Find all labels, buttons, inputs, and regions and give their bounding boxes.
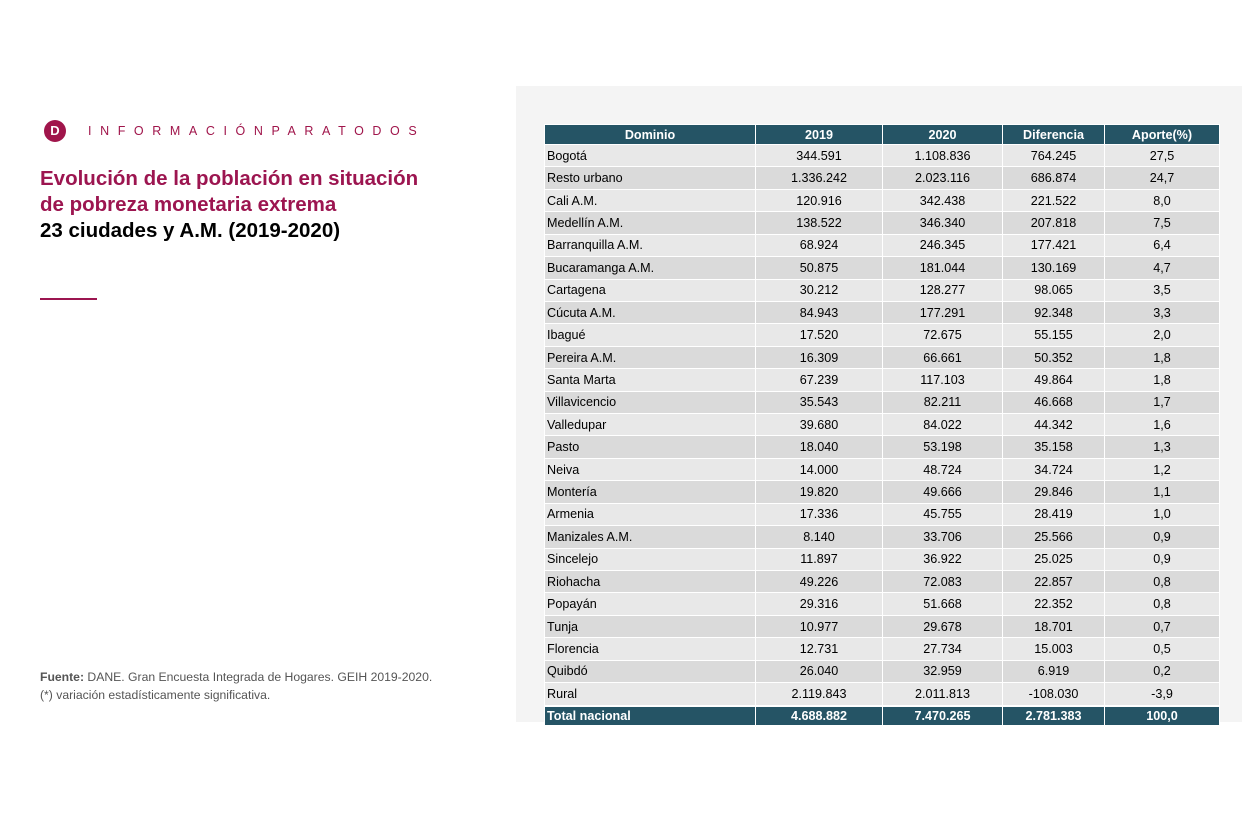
cell-dominio: Medellín A.M.	[545, 212, 756, 234]
cell-diferencia: 98.065	[1003, 279, 1105, 301]
cell-aporte: 0,5	[1105, 638, 1220, 660]
cell-dominio: Quibdó	[545, 660, 756, 682]
source-text: DANE. Gran Encuesta Integrada de Hogares. GEIH 2019-2020.	[84, 670, 433, 684]
table-row	[545, 391, 1220, 413]
cell-2019: 17.336	[756, 503, 883, 525]
cell-diferencia: -108.030	[1003, 683, 1105, 706]
cell-aporte: 1,1	[1105, 481, 1220, 503]
title-divider	[40, 298, 97, 300]
cell-aporte: 0,2	[1105, 660, 1220, 682]
cell-diferencia: 92.348	[1003, 301, 1105, 323]
table-row	[545, 369, 1220, 391]
cell-aporte: 0,8	[1105, 593, 1220, 615]
cell-2020: 177.291	[883, 301, 1003, 323]
header-dominio: Dominio	[545, 125, 756, 145]
significance-note: (*) variación estadísticamente significativa.	[40, 688, 271, 702]
cell-2019: 2.119.843	[756, 683, 883, 706]
cell-dominio: Neiva	[545, 458, 756, 480]
cell-dominio: Cúcuta A.M.	[545, 301, 756, 323]
table-row	[545, 526, 1220, 548]
cell-2019: 120.916	[756, 189, 883, 211]
cell-2019: 344.591	[756, 145, 883, 167]
total-label: Total nacional	[545, 706, 756, 726]
table-row	[545, 145, 1220, 167]
cell-2019: 68.924	[756, 234, 883, 256]
cell-aporte: 1,8	[1105, 346, 1220, 368]
poverty-table	[544, 124, 1220, 726]
cell-aporte: 1,8	[1105, 369, 1220, 391]
cell-dominio: Rural	[545, 683, 756, 706]
table-row	[545, 481, 1220, 503]
cell-aporte: -3,9	[1105, 683, 1220, 706]
cell-2020: 32.959	[883, 660, 1003, 682]
cell-aporte: 0,7	[1105, 615, 1220, 637]
table-row	[545, 660, 1220, 682]
cell-diferencia: 221.522	[1003, 189, 1105, 211]
cell-dominio: Resto urbano	[545, 167, 756, 189]
header-2020: 2020	[883, 125, 1003, 145]
cell-aporte: 3,3	[1105, 301, 1220, 323]
cell-dominio: Pasto	[545, 436, 756, 458]
cell-2020: 49.666	[883, 481, 1003, 503]
cell-dominio: Manizales A.M.	[545, 526, 756, 548]
header-aporte: Aporte(%)	[1105, 125, 1220, 145]
cell-diferencia: 50.352	[1003, 346, 1105, 368]
table-row	[545, 548, 1220, 570]
table-row	[545, 571, 1220, 593]
cell-2019: 8.140	[756, 526, 883, 548]
cell-diferencia: 6.919	[1003, 660, 1105, 682]
table-row	[545, 234, 1220, 256]
cell-diferencia: 34.724	[1003, 458, 1105, 480]
cell-dominio: Riohacha	[545, 571, 756, 593]
cell-diferencia: 207.818	[1003, 212, 1105, 234]
cell-diferencia: 764.245	[1003, 145, 1105, 167]
table-row	[545, 414, 1220, 436]
cell-2019: 12.731	[756, 638, 883, 660]
cell-aporte: 27,5	[1105, 145, 1220, 167]
cell-dominio: Tunja	[545, 615, 756, 637]
cell-aporte: 7,5	[1105, 212, 1220, 234]
cell-diferencia: 44.342	[1003, 414, 1105, 436]
cell-aporte: 4,7	[1105, 257, 1220, 279]
cell-2020: 27.734	[883, 638, 1003, 660]
cell-diferencia: 55.155	[1003, 324, 1105, 346]
cell-2019: 29.316	[756, 593, 883, 615]
cell-2019: 67.239	[756, 369, 883, 391]
cell-diferencia: 25.566	[1003, 526, 1105, 548]
cell-dominio: Armenia	[545, 503, 756, 525]
cell-2020: 2.023.116	[883, 167, 1003, 189]
cell-2019: 19.820	[756, 481, 883, 503]
cell-dominio: Florencia	[545, 638, 756, 660]
cell-diferencia: 130.169	[1003, 257, 1105, 279]
page-title	[40, 166, 500, 244]
cell-2019: 26.040	[756, 660, 883, 682]
cell-diferencia: 49.864	[1003, 369, 1105, 391]
cell-dominio: Popayán	[545, 593, 756, 615]
cell-diferencia: 15.003	[1003, 638, 1105, 660]
cell-aporte: 1,7	[1105, 391, 1220, 413]
cell-2019: 1.336.242	[756, 167, 883, 189]
cell-aporte: 1,3	[1105, 436, 1220, 458]
table-row	[545, 593, 1220, 615]
cell-aporte: 2,0	[1105, 324, 1220, 346]
table-row	[545, 683, 1220, 706]
cell-2019: 84.943	[756, 301, 883, 323]
table-row	[545, 212, 1220, 234]
table-header-row	[545, 125, 1220, 145]
cell-dominio: Cartagena	[545, 279, 756, 301]
cell-2020: 48.724	[883, 458, 1003, 480]
cell-2019: 49.226	[756, 571, 883, 593]
cell-diferencia: 686.874	[1003, 167, 1105, 189]
cell-dominio: Valledupar	[545, 414, 756, 436]
cell-diferencia: 25.025	[1003, 548, 1105, 570]
cell-2020: 66.661	[883, 346, 1003, 368]
cell-aporte: 0,9	[1105, 548, 1220, 570]
cell-aporte: 1,6	[1105, 414, 1220, 436]
title-line-1: Evolución de la población en situación	[40, 167, 419, 190]
cell-2019: 39.680	[756, 414, 883, 436]
cell-2019: 50.875	[756, 257, 883, 279]
cell-dominio: Villavicencio	[545, 391, 756, 413]
cell-diferencia: 28.419	[1003, 503, 1105, 525]
cell-2019: 10.977	[756, 615, 883, 637]
cell-2020: 72.675	[883, 324, 1003, 346]
table-row	[545, 615, 1220, 637]
table-row	[545, 346, 1220, 368]
cell-2020: 45.755	[883, 503, 1003, 525]
cell-aporte: 1,2	[1105, 458, 1220, 480]
cell-2020: 29.678	[883, 615, 1003, 637]
cell-2020: 53.198	[883, 436, 1003, 458]
cell-dominio: Montería	[545, 481, 756, 503]
table-row	[545, 324, 1220, 346]
cell-2020: 117.103	[883, 369, 1003, 391]
cell-2020: 181.044	[883, 257, 1003, 279]
table-row	[545, 436, 1220, 458]
cell-diferencia: 22.857	[1003, 571, 1105, 593]
cell-diferencia: 177.421	[1003, 234, 1105, 256]
cell-dominio: Ibagué	[545, 324, 756, 346]
total-2020: 7.470.265	[883, 706, 1003, 726]
cell-aporte: 6,4	[1105, 234, 1220, 256]
total-aporte: 100,0	[1105, 706, 1220, 726]
total-2019: 4.688.882	[756, 706, 883, 726]
cell-2019: 138.522	[756, 212, 883, 234]
cell-2020: 36.922	[883, 548, 1003, 570]
cell-2020: 82.211	[883, 391, 1003, 413]
cell-dominio: Sincelejo	[545, 548, 756, 570]
cell-2020: 342.438	[883, 189, 1003, 211]
cell-2020: 72.083	[883, 571, 1003, 593]
cell-dominio: Santa Marta	[545, 369, 756, 391]
table-row	[545, 279, 1220, 301]
cell-dominio: Bucaramanga A.M.	[545, 257, 756, 279]
cell-aporte: 0,9	[1105, 526, 1220, 548]
brand-tagline: INFORMACIÓNPARATODOS	[88, 124, 426, 138]
cell-diferencia: 29.846	[1003, 481, 1105, 503]
cell-dominio: Cali A.M.	[545, 189, 756, 211]
source-label: Fuente:	[40, 670, 85, 684]
cell-diferencia: 18.701	[1003, 615, 1105, 637]
cell-2020: 246.345	[883, 234, 1003, 256]
table-row	[545, 638, 1220, 660]
cell-aporte: 24,7	[1105, 167, 1220, 189]
title-line-2: de pobreza monetaria extrema	[40, 193, 337, 216]
cell-2019: 17.520	[756, 324, 883, 346]
table-row	[545, 458, 1220, 480]
cell-2019: 35.543	[756, 391, 883, 413]
header-diferencia: Diferencia	[1003, 125, 1105, 145]
total-diferencia: 2.781.383	[1003, 706, 1105, 726]
table-row	[545, 167, 1220, 189]
cell-2020: 84.022	[883, 414, 1003, 436]
source-note	[40, 668, 510, 704]
cell-dominio: Bogotá	[545, 145, 756, 167]
cell-2020: 128.277	[883, 279, 1003, 301]
table-row	[545, 503, 1220, 525]
total-row	[545, 706, 1220, 726]
cell-aporte: 8,0	[1105, 189, 1220, 211]
title-subtitle: 23 ciudades y A.M. (2019-2020)	[40, 219, 341, 242]
cell-aporte: 3,5	[1105, 279, 1220, 301]
table-row	[545, 301, 1220, 323]
cell-2020: 51.668	[883, 593, 1003, 615]
cell-2020: 33.706	[883, 526, 1003, 548]
table-row	[545, 257, 1220, 279]
cell-diferencia: 46.668	[1003, 391, 1105, 413]
table-row	[545, 189, 1220, 211]
cell-2019: 18.040	[756, 436, 883, 458]
cell-dominio: Barranquilla A.M.	[545, 234, 756, 256]
cell-2019: 14.000	[756, 458, 883, 480]
brand-header	[44, 120, 425, 142]
cell-diferencia: 22.352	[1003, 593, 1105, 615]
cell-2020: 1.108.836	[883, 145, 1003, 167]
cell-2020: 2.011.813	[883, 683, 1003, 706]
cell-diferencia: 35.158	[1003, 436, 1105, 458]
cell-aporte: 1,0	[1105, 503, 1220, 525]
cell-2020: 346.340	[883, 212, 1003, 234]
header-2019: 2019	[756, 125, 883, 145]
cell-2019: 16.309	[756, 346, 883, 368]
cell-2019: 11.897	[756, 548, 883, 570]
cell-aporte: 0,8	[1105, 571, 1220, 593]
cell-2019: 30.212	[756, 279, 883, 301]
dane-logo-icon: D	[44, 120, 66, 142]
cell-dominio: Pereira A.M.	[545, 346, 756, 368]
